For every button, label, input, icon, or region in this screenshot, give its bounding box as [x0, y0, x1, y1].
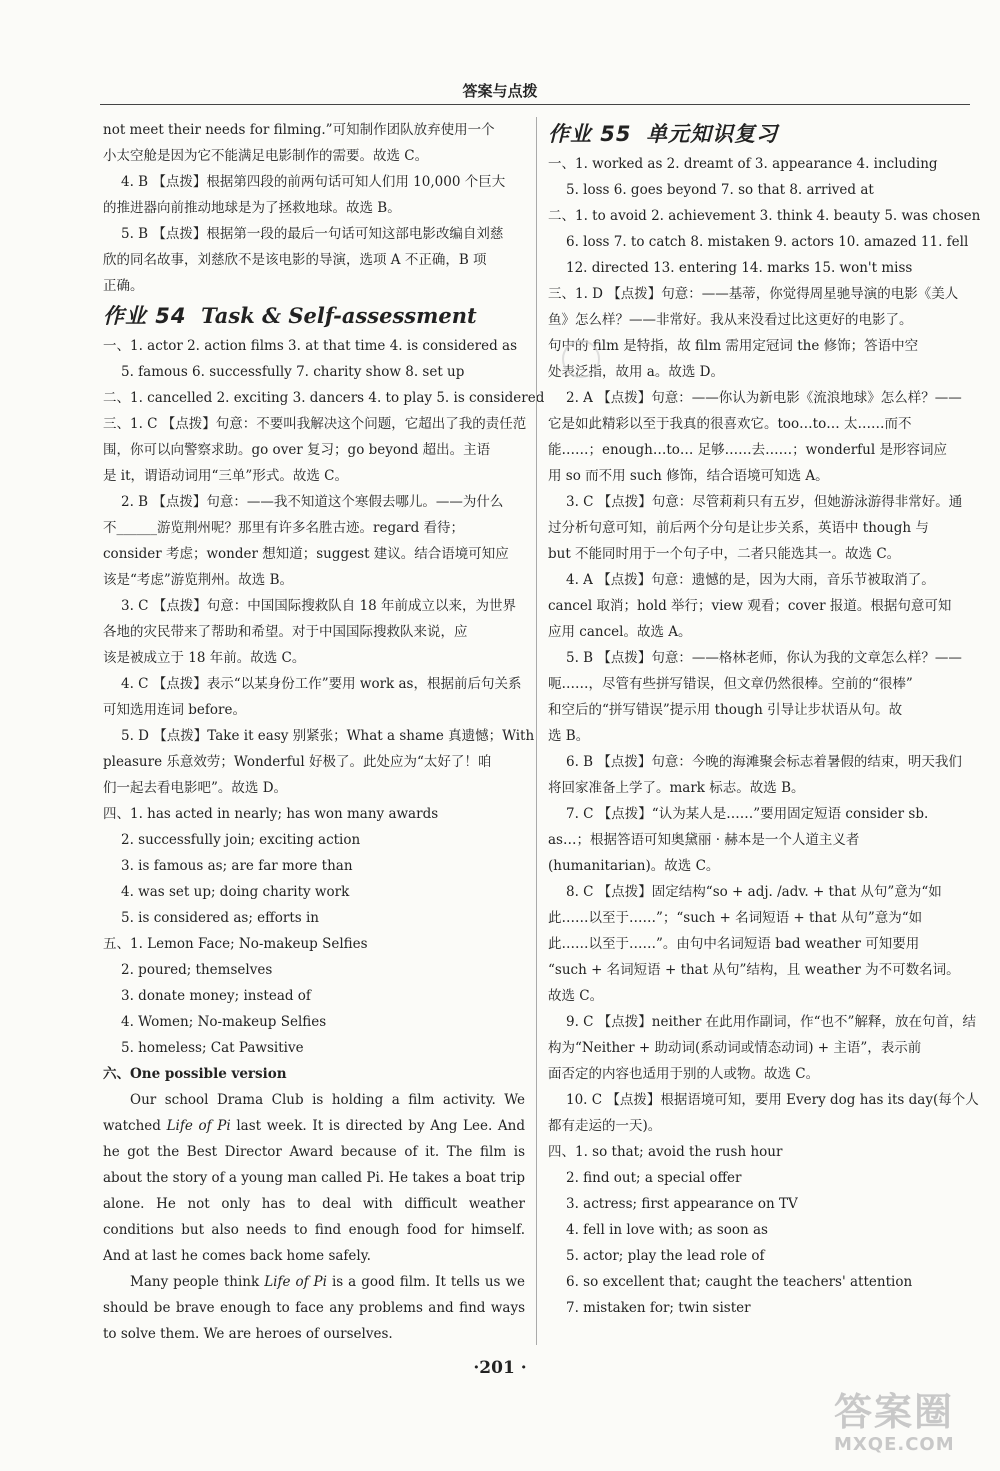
text-line: 3. actress; first appearance on TV: [566, 1196, 798, 1212]
text-line: 各地的灾民带来了帮助和希望。对于中国国际搜救队来说，应: [103, 624, 468, 640]
text-line: 面否定的内容也适用于别的人或物。故选 C。: [548, 1066, 820, 1082]
essay-text: is a good film. It tells us we should be brave enough to face any problems and find ways to solve them. We are heroes of ourselves.: [103, 1274, 525, 1342]
essay-text: Many people think: [130, 1274, 260, 1290]
version-heading: 六、One possible version: [103, 1066, 287, 1082]
text-line: 能……；enough…to… 足够……去……；wonderful 是形容词应: [548, 442, 947, 458]
text-line: 5. homeless; Cat Pawsitive: [121, 1040, 304, 1056]
text-line: 7. mistaken for; twin sister: [566, 1300, 751, 1316]
text-line: 选 B。: [548, 728, 590, 744]
text-line: consider 考虑；wonder 想知道；suggest 建议。结合语境可知应: [103, 546, 509, 562]
text-line: 和空后的“拼写错误”提示用 though 引导让步状语从句。故: [548, 702, 903, 718]
essay-text: Our school Drama Club is holding a film activity. We watched: [103, 1092, 525, 1134]
text-line: 过分析句意可知，前后两个分句是让步关系，英语中 though 与: [548, 520, 929, 536]
text-line: 7. C 【点拨】“认为某人是……”要用固定短语 consider sb.: [566, 806, 929, 822]
text-line: 6. B 【点拨】句意：今晚的海滩聚会标志着暑假的结束，明天我们: [566, 754, 962, 770]
text-line: 6. so excellent that; caught the teachers' attention: [566, 1274, 913, 1290]
text-line: 一、1. actor 2. action films 3. at that time 4. is considered as: [103, 338, 518, 354]
text-line: 5. loss 6. goes beyond 7. so that 8. arrived at: [566, 182, 874, 198]
text-line: but 不能同时用于一个句子中，二者只能选其一。故选 C。: [548, 546, 901, 562]
text-line: 4. A 【点拨】句意：遗憾的是，因为大雨，音乐节被取消了。: [566, 572, 935, 588]
text-line: not meet their needs for filming.”可知制作团队放弃使用一个: [103, 122, 495, 138]
text-line: 2. B 【点拨】句意：——我不知道这个寒假去哪儿。——为什么: [121, 494, 504, 510]
section-number: 作业 54: [103, 304, 187, 328]
section-name: 单元知识复习: [646, 122, 779, 146]
text-line: 2. successfully join; exciting action: [121, 832, 361, 848]
column-divider: [536, 117, 537, 1345]
text-line: 3. is famous as; are far more than: [121, 858, 353, 874]
page-header-title: 答案与点拨: [462, 82, 538, 100]
text-line: as…；根据答语可知奥黛丽 · 赫本是一个人道主义者: [548, 832, 860, 848]
text-line: 5. is considered as; efforts in: [121, 910, 319, 926]
text-line: 该是被成立于 18 年前。故选 C。: [103, 650, 306, 666]
text-line: 5. B 【点拨】根据第一段的最后一句话可知这部电影改编自刘慈: [121, 226, 504, 242]
text-line: 三、1. D 【点拨】句意：——基蒂，你觉得周星驰导演的电影《美人: [548, 286, 959, 302]
text-line: 二、1. cancelled 2. exciting 3. dancers 4. to play 5. is considered: [103, 390, 545, 406]
left-column: [103, 117, 545, 1347]
text-line: 二、1. to avoid 2. achievement 3. think 4. beauty 5. was chosen: [548, 208, 981, 224]
text-line: 2. poured; themselves: [121, 962, 273, 978]
essay-text: last week. It is directed by Ang Lee. And he got the Best Director Award because of it. The film is about the story of a young man called Pi. He takes a boat trip alone. He not only has to deal with difficult weather conditions but also needs to find enough food for himself. And at last he comes back home safely.: [103, 1118, 525, 1264]
text-line: 5. famous 6. successfully 7. charity show 8. set up: [121, 364, 465, 380]
text-line: 4. was set up; doing charity work: [121, 884, 350, 900]
text-line: 此……以至于……”；“such + 名词短语 + that 从句”意为“如: [548, 910, 923, 926]
right-column: [548, 117, 981, 1321]
text-line: 将回家准备上学了。mark 标志。故选 B。: [548, 780, 805, 796]
text-line: 呃……，尽管有些拼写错误，但文章仍然很棒。空前的“很棒”: [548, 676, 913, 692]
essay-paragraph-2: [103, 1269, 525, 1347]
text-line: 2. find out; a special offer: [566, 1170, 742, 1186]
text-line: 3. C 【点拨】句意：中国国际搜救队自 18 年前成立以来，为世界: [121, 598, 517, 614]
text-line: 故选 C。: [548, 988, 604, 1004]
text-line: 5. actor; play the lead role of: [566, 1248, 765, 1264]
text-line: 此……以至于……”。由句中名词短语 bad weather 可知要用: [548, 936, 920, 952]
text-line: 小太空舱是因为它不能满足电影制作的需要。故选 C。: [103, 148, 429, 164]
text-line: 围，你可以向警察求助。go over 复习；go beyond 超出。主语: [103, 442, 491, 458]
text-line: 的推进器向前推动地球是为了拯救地球。故选 B。: [103, 200, 401, 216]
watermark-domain: MXQE.COM: [834, 1434, 955, 1455]
text-line: 4. C 【点拨】表示“以某身份工作”要用 work as，根据前后句关系: [121, 676, 522, 692]
text-line: “such + 名词短语 + that 从句”结构，且 weather 为不可数名词。: [548, 962, 960, 978]
section-name: Task & Self-assessment: [201, 303, 477, 328]
text-line: 4. Women; No-makeup Selfies: [121, 1014, 327, 1030]
text-line: 4. fell in love with; as soon as: [566, 1222, 768, 1238]
text-line: pleasure 乐意效劳；Wonderful 好极了。此处应为“太好了！咱: [103, 754, 492, 770]
text-line: 9. C 【点拨】neither 在此用作副词，作“也不”解释，放在句首，结: [566, 1014, 976, 1030]
essay-paragraph-1: [103, 1087, 525, 1269]
header-rule: [100, 104, 970, 105]
text-line: 不______游览荆州呢？那里有许多名胜古迹。regard 看待；: [103, 520, 465, 536]
text-line: 构为“Neither + 助动词(系动词或情态动词) + 主语”，表示前: [548, 1040, 922, 1056]
section-title-55: [548, 117, 968, 151]
section-number: 作业 55: [548, 122, 632, 146]
site-watermark: [834, 1390, 984, 1460]
text-line: 欣的同名故事，刘慈欣不是该电影的导演，选项 A 不正确，B 项: [103, 252, 487, 268]
text-line: 它是如此精彩以至于我真的很喜欢它。too…to… 太……而不: [548, 416, 912, 432]
text-line: 四、1. so that; avoid the rush hour: [548, 1144, 783, 1160]
text-line: 5. D 【点拨】Take it easy 别紧张；What a shame 真遗憾；With: [121, 728, 535, 744]
text-line: 12. directed 13. entering 14. marks 15. won't miss: [566, 260, 913, 276]
text-line: 处表泛指，故用 a。故选 D。: [548, 364, 724, 380]
faded-stamp: [562, 340, 600, 378]
text-line: 4. B 【点拨】根据第四段的前两句话可知人们用 10,000 个巨大: [121, 174, 506, 190]
film-title: Life of Pi: [166, 1118, 231, 1134]
text-line: cancel 取消；hold 举行；view 观看；cover 报道。根据句意可知: [548, 598, 952, 614]
page-number: ·201 ·: [473, 1358, 527, 1378]
text-line: 四、1. has acted in nearly; has won many awards: [103, 806, 439, 822]
text-line: 一、1. worked as 2. dreamt of 3. appearance 4. including: [548, 156, 938, 172]
text-line: 们一起去看电影吧”。故选 D。: [103, 780, 288, 796]
text-line: 鱼》怎么样？——非常好。我从来没看过比这更好的电影了。: [548, 312, 913, 328]
text-line: 2. A 【点拨】句意：——你认为新电影《流浪地球》怎么样？——: [566, 390, 962, 406]
text-line: 五、1. Lemon Face; No-makeup Selfies: [103, 936, 368, 952]
film-title: Life of Pi: [264, 1274, 327, 1290]
text-line: 3. C 【点拨】句意：尽管莉莉只有五岁，但她游泳游得非常好。通: [566, 494, 963, 510]
text-line: 10. C 【点拨】根据语境可知，要用 Every dog has its day(每个人: [566, 1092, 979, 1108]
watermark-logo-text: 答案圈: [834, 1390, 955, 1434]
text-line: 6. loss 7. to catch 8. mistaken 9. actors 10. amazed 11. fell: [566, 234, 969, 250]
text-line: 应用 cancel。故选 A。: [548, 624, 692, 640]
text-line: 是 it，谓语动词用“三单”形式。故选 C。: [103, 468, 348, 484]
text-line: 用 so 而不用 such 修饰，结合语境可知选 A。: [548, 468, 829, 484]
text-line: 8. C 【点拨】固定结构“so + adj. /adv. + that 从句”意为“如: [566, 884, 942, 900]
text-line: 3. donate money; instead of: [121, 988, 311, 1004]
text-line: 句中的 film 是特指，故 film 需用定冠词 the 修饰；答语中空: [548, 338, 919, 354]
text-line: 都有走运的一天)。: [548, 1118, 662, 1134]
section-title-54: [103, 299, 525, 333]
text-line: 该是“考虑”游览荆州。故选 B。: [103, 572, 294, 588]
text-line: 可知选用连词 before。: [103, 702, 246, 718]
text-line: 正确。: [103, 278, 144, 294]
text-line: 5. B 【点拨】句意：——格林老师，你认为我的文章怎么样？——: [566, 650, 962, 666]
text-line: 三、1. C 【点拨】句意：不要叫我解决这个问题，它超出了我的责任范: [103, 416, 527, 432]
text-line: (humanitarian)。故选 C。: [548, 858, 720, 874]
